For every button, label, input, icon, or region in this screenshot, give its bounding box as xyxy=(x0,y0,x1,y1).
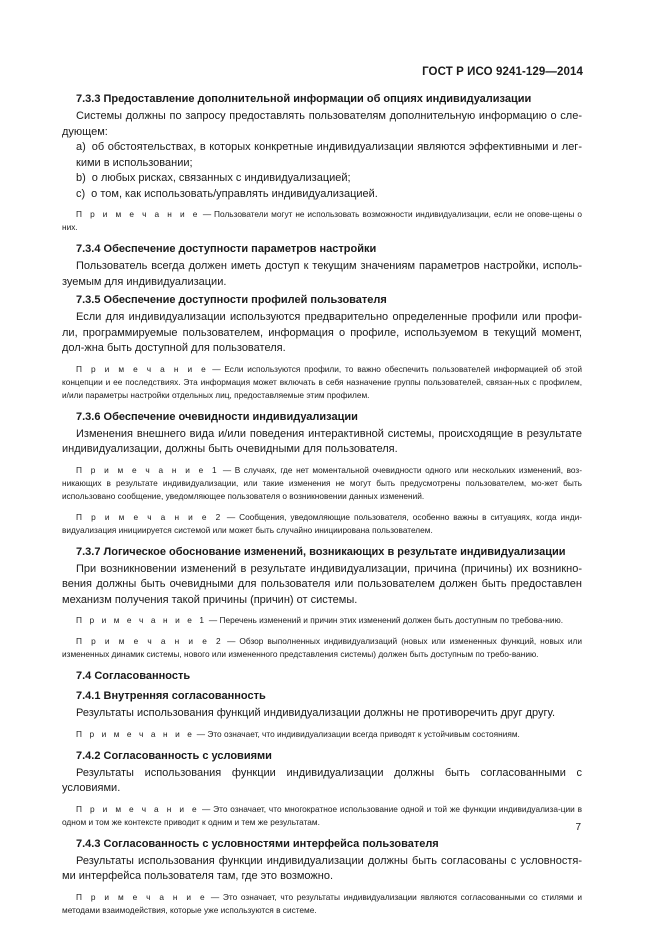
list-item-text: о том, как использовать/управлять индивидуализацией. xyxy=(91,187,378,200)
note-text: — Это означает, что многократное использование одной и той же функции индивидуализа-ции в одном и том же контексте приводит к одним и тем же результатам. xyxy=(62,803,582,827)
list-item-label: c) xyxy=(76,187,86,200)
note-prefix: П р и м е ч а н и е 2 xyxy=(76,511,223,522)
note-text: — Сообщения, уведомляющие пользователя, особенно важны в ситуациях, когда инди-видуализация инициируется системой или может быть случайно инициирована пользователем. xyxy=(62,511,582,535)
note-text: — Если используются профили, то важно обеспечить пользователей информацией об этой концепции и ее последствиях. Эта информация может включать в себя назначение группы пользователей, связан-ных с профилем, и/или параметры настройки отдельных лиц, предоставляемые этим профилем. xyxy=(62,363,582,400)
page-number: 7 xyxy=(575,822,581,833)
section-7-3-6-heading: 7.3.6 Обеспечение очевидности индивидуализации xyxy=(76,410,358,423)
section-7-4-heading: 7.4 Согласованность xyxy=(76,670,191,682)
section-7-4-1-heading: 7.4.1 Внутренняя согласованность xyxy=(76,690,266,702)
note-prefix: П р и м е ч а н и е 1 xyxy=(76,615,207,625)
note xyxy=(62,363,582,402)
section-7-3-4-text: Пользователь всегда должен иметь доступ к текущим значениям параметров настройки, исполь-зуемым для индивидуализации. xyxy=(62,260,582,288)
note xyxy=(62,728,582,741)
note-prefix: П р и м е ч а н и е xyxy=(76,209,200,219)
section-7-3-3-intro: Системы должны по запросу предоставлять пользователям дополнительную информацию о сле-дующем: xyxy=(62,110,582,138)
note xyxy=(62,614,582,627)
note-prefix: П р и м е ч а н и е 1 xyxy=(76,464,220,475)
section-7-4-3-text: Результаты использования функции индивидуализации должны быть согласованы с условностя-ми интерфейса пользователя там, где это возможно. xyxy=(62,854,582,882)
list-item-text: о любых рисках, связанных с индивидуализацией; xyxy=(91,172,351,184)
list-item-text: об обстоятельствах, в которых конкретные индивидуализации являются эффективными и лег-кими в использовании; xyxy=(76,141,582,169)
list-item xyxy=(62,140,582,171)
section-7-3-7-text: При возникновении изменений в результате индивидуализации, причина (причины) их возникно-вения должны быть очевидными для пользователя или пользователем должен быть предоставлен механизм получения такой причины (причин) от системы. xyxy=(62,562,582,606)
section-7-4-2-text: Результаты использования функции индивидуализации должны быть согласованными с условиями. xyxy=(62,766,582,794)
list-item-label: a) xyxy=(76,141,86,153)
note-text: — Перечень изменений и причин этих изменений должен быть доступным по требова-нию. xyxy=(206,615,563,625)
note xyxy=(62,464,582,503)
note xyxy=(62,891,582,917)
note-text: — Это означает, что индивидуализации всегда приводят к устойчивым состояниям. xyxy=(194,728,520,739)
note xyxy=(62,511,582,537)
note-prefix: П р и м е ч а н и е 2 xyxy=(76,636,224,646)
section-7-3-6-text: Изменения внешнего вида и/или поведения интерактивной системы, происходящие в результате индивидуализации, должны быть очевидными для пользователя. xyxy=(62,427,582,455)
section-7-3-3-heading: 7.3.3 Предоставление дополнительной информации об опциях индивидуализации xyxy=(76,93,532,105)
section-7-4-3-heading: 7.4.3 Согласованность с условностями интерфейса пользователя xyxy=(76,837,439,850)
note-text: — В случаях, где нет моментальной очевидности одного или нескольких изменений, воз-никающих в результате индивидуализации, или такие изменения не могут быть предусмотрены пользователем, мо-жет быть использовано сообщение, уведомляющее пользователя о возникновении данных изменений. xyxy=(62,464,582,501)
note xyxy=(62,208,582,234)
note-prefix: П р и м е ч а н и е xyxy=(76,363,209,374)
note-prefix: П р и м е ч а н и е xyxy=(76,803,200,814)
note xyxy=(62,635,582,661)
note-text: — Пользователи могут не использовать возможности индивидуализации, если не опове-щены о них. xyxy=(62,209,582,232)
note-prefix: П р и м е ч а н и е xyxy=(76,891,208,902)
note-text: — Это означает, что результаты индивидуализации являются согласованными со стилями и методами взаимодействия, которые уже используются в системе. xyxy=(62,891,582,915)
page-header-standard: ГОСТ Р ИСО 9241-129—2014 xyxy=(422,66,583,78)
section-7-3-7-heading: 7.3.7 Логическое обоснование изменений, возникающих в результате индивидуализации xyxy=(76,545,566,558)
list-item-label: b) xyxy=(76,172,86,184)
list-item xyxy=(62,171,582,187)
page-content xyxy=(62,92,582,925)
section-7-3-5-heading: 7.3.5 Обеспечение доступности профилей пользователя xyxy=(76,294,387,306)
note-text: — Обзор выполненных индивидуализаций (новых или измененных функций, новых или измененных динамик системы, нового или измененного представления системы) должен быть доступным по требо-ванию. xyxy=(62,636,582,659)
section-7-4-1-text: Результаты использования функций индивидуализации должны не противоречить друг другу. xyxy=(76,707,555,719)
note-prefix: П р и м е ч а н и е xyxy=(76,728,195,739)
section-7-3-4-heading: 7.3.4 Обеспечение доступности параметров настройки xyxy=(76,243,377,255)
list-item xyxy=(62,187,582,203)
note xyxy=(62,803,582,829)
section-7-4-2-heading: 7.4.2 Согласованность с условиями xyxy=(76,749,272,762)
section-7-3-5-text: Если для индивидуализации используются предварительно определенные профили или профи-ли, программируемые пользователем, информация о профиле, используемом в текущий момент, дол-жна быть доступной для пользователя. xyxy=(62,311,582,354)
